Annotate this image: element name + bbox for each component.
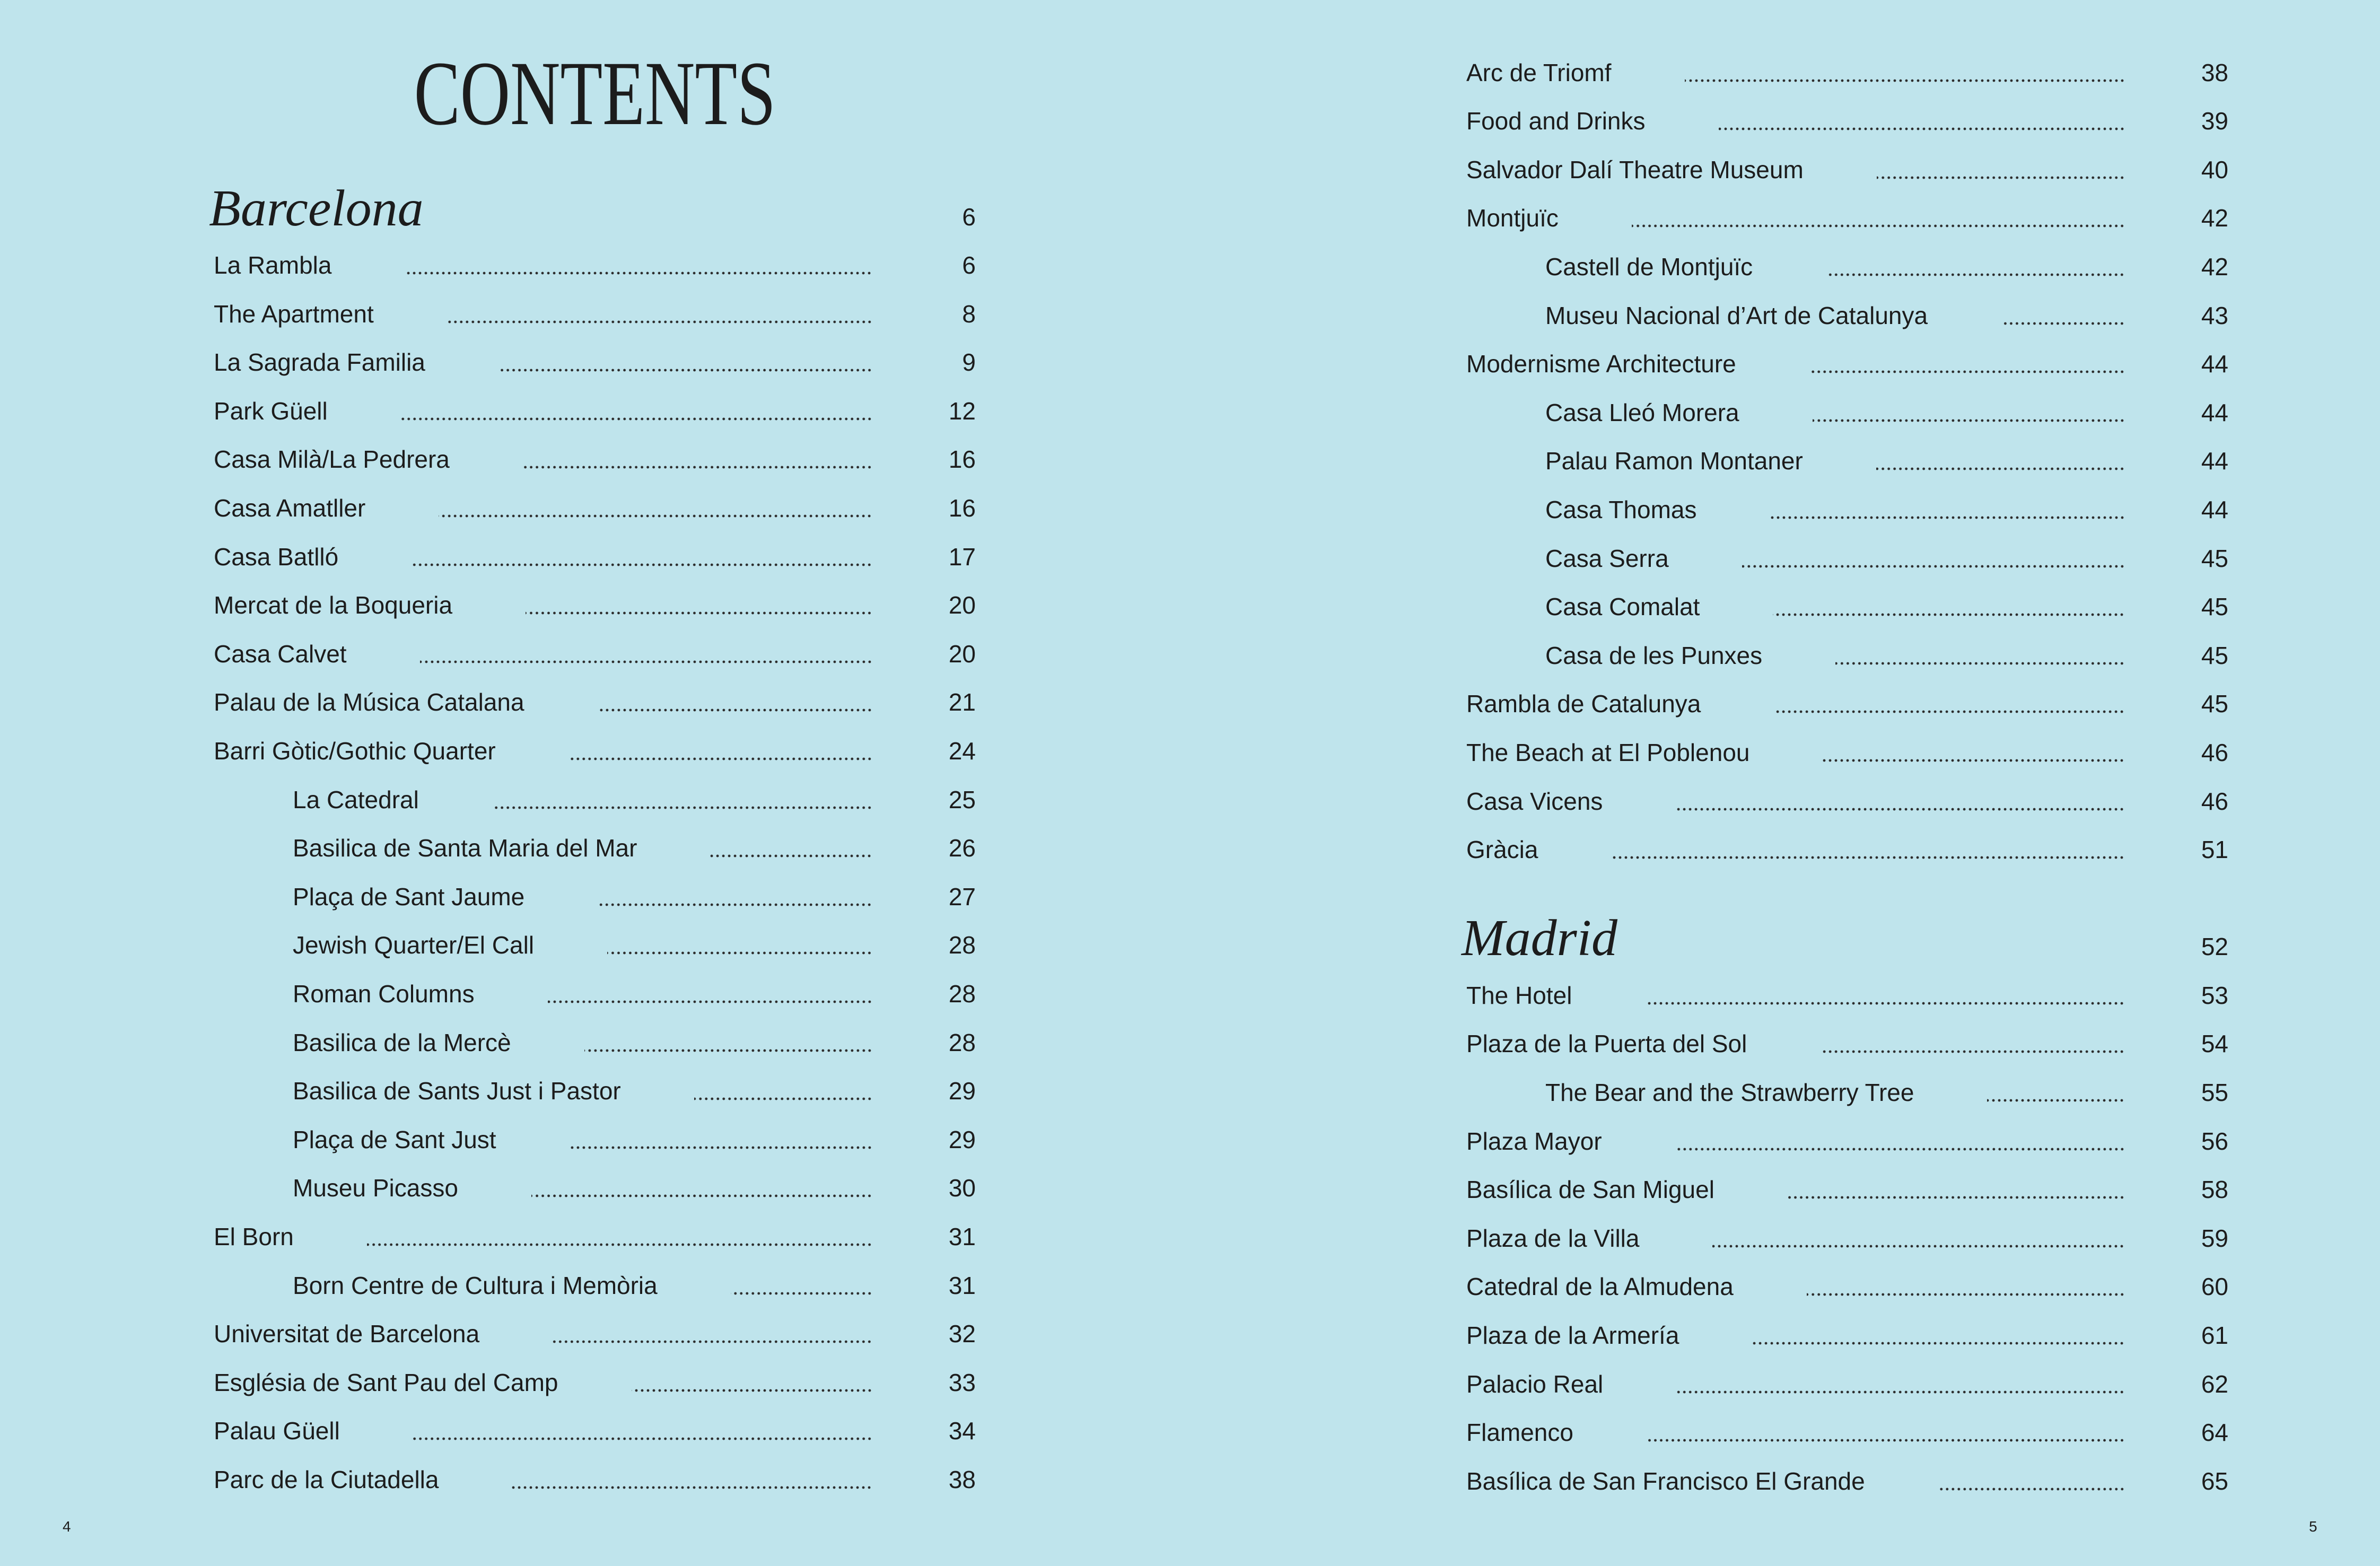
entry-title: Castell de Montjuïc (1545, 252, 1753, 281)
toc-entry (214, 1310, 976, 1359)
toc-entry (1466, 49, 2228, 98)
dot-leader (1823, 729, 2125, 777)
entry-title: Plaza Mayor (1466, 1127, 1602, 1155)
entry-page-number: 45 (2201, 544, 2228, 572)
entry-title: Casa Batlló (214, 543, 339, 571)
entry-page-number: 30 (948, 1174, 976, 1202)
entry-page-number: 26 (948, 834, 976, 862)
entry-page-number: 24 (948, 737, 976, 765)
entry-page-number: 51 (2201, 836, 2228, 864)
toc-subentry (214, 1262, 976, 1310)
dot-leader (498, 338, 872, 387)
dot-leader (439, 484, 872, 533)
toc-subentry (1466, 437, 2228, 486)
entry-title: Mercat de la Boqueria (214, 591, 453, 619)
entry-page-number: 42 (2201, 252, 2228, 281)
dot-leader (1877, 146, 2125, 195)
dot-leader (1788, 1166, 2125, 1214)
entry-title: Barri Gòtic/Gothic Quarter (214, 737, 496, 765)
toc-entry (1466, 97, 2228, 146)
toc-entry (214, 630, 976, 679)
entry-title: The Bear and the Strawberry Tree (1545, 1079, 1914, 1107)
entry-title: The Apartment (214, 300, 374, 328)
entry-page-number: 58 (2201, 1176, 2228, 1204)
dot-leader (1611, 826, 2125, 874)
entry-page-number: 21 (948, 688, 976, 716)
toc-list (1462, 49, 2228, 1506)
entry-title: Food and Drinks (1466, 107, 1646, 135)
entry-page-number: 44 (2201, 398, 2228, 426)
toc-entry (214, 1456, 976, 1504)
entry-page-number: 16 (948, 494, 976, 522)
entry-title: Catedral de la Almudena (1466, 1273, 1734, 1301)
dot-leader (523, 435, 872, 484)
toc-entry (214, 241, 976, 290)
entry-page-number: 28 (948, 1028, 976, 1056)
entry-page-number: 8 (962, 300, 976, 328)
entry-page-number: 44 (2201, 495, 2228, 523)
entry-page-number: 44 (2201, 350, 2228, 378)
entry-page-number: 38 (948, 1465, 976, 1493)
toc-entry (214, 387, 976, 436)
toc-subentry (214, 824, 976, 873)
toc-entry (214, 338, 976, 387)
entry-title: Museu Picasso (293, 1174, 458, 1202)
entry-title: Basilica de Santa Maria del Mar (293, 834, 637, 862)
page-number-left: 4 (63, 1518, 71, 1535)
entry-title: Casa Vicens (1466, 787, 1603, 815)
entry-title: La Rambla (214, 251, 332, 279)
dot-leader (1807, 1263, 2125, 1311)
toc-section (1462, 909, 2228, 1506)
toc-entry (214, 435, 976, 484)
dot-leader (710, 824, 872, 873)
dot-leader (1774, 680, 2125, 729)
entry-page-number: 31 (948, 1271, 976, 1299)
toc-subentry (214, 921, 976, 970)
entry-title: Roman Columns (293, 980, 475, 1008)
entry-title: Casa Serra (1545, 544, 1669, 572)
entry-page-number: 38 (2201, 58, 2228, 86)
dot-leader (1712, 1214, 2125, 1263)
dot-leader (553, 1310, 872, 1359)
entry-title: Casa Lleó Morera (1545, 398, 1739, 426)
dot-leader (1645, 972, 2125, 1020)
dot-leader (413, 1407, 872, 1456)
section-heading-row (209, 179, 976, 242)
entry-title: Plaza de la Villa (1466, 1224, 1640, 1252)
entry-page-number: 45 (2201, 641, 2228, 669)
entry-title: The Beach at El Poblenou (1466, 738, 1750, 766)
entry-title: Basilica de Sants Just i Pastor (293, 1077, 621, 1105)
entry-title: Universitat de Barcelona (214, 1320, 480, 1348)
dot-leader (632, 1359, 872, 1407)
dot-leader (1676, 1360, 2125, 1409)
toc-entry (1466, 826, 2228, 874)
entry-title: Flamenco (1466, 1419, 1573, 1447)
section-heading-row (1462, 909, 2228, 972)
dot-leader (1676, 777, 2125, 826)
toc-entry (1466, 146, 2228, 195)
entry-title: Gràcia (1466, 836, 1538, 864)
entry-page-number: 28 (948, 931, 976, 959)
toc-entry (1466, 1408, 2228, 1457)
entry-page-number: 56 (2201, 1127, 2228, 1155)
entry-title: Born Centre de Cultura i Memòria (293, 1271, 658, 1299)
entry-page-number: 42 (2201, 204, 2228, 232)
section-page-number: 52 (2201, 933, 2228, 961)
toc-entry (1466, 1214, 2228, 1263)
toc-entry (214, 484, 976, 533)
entry-page-number: 25 (948, 785, 976, 813)
entry-title: Casa Comalat (1545, 593, 1700, 621)
toc-entry (1466, 340, 2228, 389)
section-heading: Barcelona (209, 179, 424, 237)
entry-page-number: 60 (2201, 1273, 2228, 1301)
dot-leader (1719, 97, 2125, 146)
dot-leader (1685, 49, 2125, 98)
entry-page-number: 43 (2201, 301, 2228, 329)
entry-page-number: 55 (2201, 1079, 2228, 1107)
toc-subentry (1466, 486, 2228, 535)
dot-leader (1742, 535, 2125, 583)
entry-page-number: 54 (2201, 1030, 2228, 1058)
entry-page-number: 20 (948, 640, 976, 668)
toc-subentry (1466, 535, 2228, 583)
entry-title: La Catedral (293, 785, 419, 813)
entry-page-number: 6 (962, 251, 976, 279)
toc-entry (1466, 1020, 2228, 1069)
toc-entry (214, 678, 976, 727)
dot-leader (598, 873, 872, 922)
toc-subentry (1466, 292, 2228, 340)
dot-leader (367, 1213, 872, 1262)
dot-leader (598, 678, 872, 727)
dot-leader (548, 970, 872, 1019)
dot-leader (1987, 1069, 2125, 1117)
entry-title: Basílica de San Francisco El Grande (1466, 1467, 1865, 1495)
entry-title: Basílica de San Miguel (1466, 1176, 1714, 1204)
dot-leader (412, 533, 872, 582)
toc-subentry (214, 1116, 976, 1165)
toc-entry (1466, 1117, 2228, 1166)
entry-page-number: 46 (2201, 738, 2228, 766)
dot-leader (1876, 437, 2125, 486)
entry-title: The Hotel (1466, 981, 1572, 1009)
entry-title: Casa de les Punxes (1545, 641, 1763, 669)
toc-subentry (214, 970, 976, 1019)
entry-page-number: 12 (948, 397, 976, 425)
dot-leader (1813, 389, 2125, 438)
entry-page-number: 34 (948, 1417, 976, 1445)
entry-page-number: 65 (2201, 1467, 2228, 1495)
toc-subentry (1466, 583, 2228, 632)
entry-page-number: 9 (962, 348, 976, 377)
entry-title: Jewish Quarter/El Call (293, 931, 535, 959)
entry-title: Palau Güell (214, 1417, 340, 1445)
dot-leader (731, 1262, 872, 1310)
dot-leader (526, 581, 872, 630)
entry-page-number: 29 (948, 1077, 976, 1105)
section-page-number: 6 (962, 203, 976, 231)
entry-page-number: 59 (2201, 1224, 2228, 1252)
dot-leader (401, 387, 872, 436)
toc-subentry (1466, 1069, 2228, 1117)
toc-subentry (1466, 632, 2228, 680)
entry-title: Modernisme Architecture (1466, 350, 1736, 378)
toc-subentry (214, 873, 976, 922)
entry-title: Casa Milà/La Pedrera (214, 445, 450, 474)
toc-subentry (1466, 389, 2228, 438)
dot-leader (607, 921, 872, 970)
entry-page-number: 29 (948, 1125, 976, 1153)
dot-leader (1770, 486, 2125, 535)
dot-leader (492, 776, 872, 825)
entry-title: Palau Ramon Montaner (1545, 447, 1803, 475)
dot-leader (447, 290, 872, 339)
dot-leader (531, 1164, 872, 1213)
entry-page-number: 61 (2201, 1322, 2228, 1350)
entry-page-number: 20 (948, 591, 976, 619)
dot-leader (420, 630, 872, 679)
toc-entry (1466, 194, 2228, 243)
dot-leader (1647, 1408, 2125, 1457)
toc-entry (1466, 1166, 2228, 1214)
toc-subentry (214, 1019, 976, 1068)
entry-page-number: 32 (948, 1320, 976, 1348)
toc-section (209, 179, 976, 1504)
toc-entry (214, 1213, 976, 1262)
entry-page-number: 31 (948, 1222, 976, 1250)
entry-title: Plaça de Sant Just (293, 1125, 496, 1153)
toc-entry (1466, 1311, 2228, 1360)
toc-entry (214, 581, 976, 630)
entry-title: Palau de la Música Catalana (214, 688, 524, 716)
toc-entry (1466, 777, 2228, 826)
dot-leader (1809, 340, 2125, 389)
entry-page-number: 53 (2201, 981, 2228, 1009)
entry-title: Parc de la Ciutadella (214, 1465, 439, 1493)
entry-title: Casa Calvet (214, 640, 347, 668)
section-heading: Madrid (1462, 909, 1617, 967)
entry-title: Basilica de la Mercè (293, 1028, 511, 1056)
entry-page-number: 39 (2201, 107, 2228, 135)
entry-page-number: 45 (2201, 690, 2228, 718)
dot-leader (570, 1116, 872, 1165)
entry-title: Rambla de Catalunya (1466, 690, 1701, 718)
dot-leader (512, 1456, 872, 1504)
entry-title: Plaza de la Puerta del Sol (1466, 1030, 1747, 1058)
toc-list (209, 179, 976, 1504)
toc-subentry (214, 1164, 976, 1213)
dot-leader (1773, 583, 2125, 632)
entry-page-number: 27 (948, 882, 976, 911)
toc-entry (214, 1407, 976, 1456)
toc-entry (1466, 729, 2228, 777)
entry-title: El Born (214, 1222, 294, 1250)
entry-title: Palacio Real (1466, 1370, 1604, 1398)
dot-leader (1752, 1311, 2125, 1360)
entry-page-number: 45 (2201, 593, 2228, 621)
dot-leader (1835, 632, 2125, 680)
dot-leader (1826, 243, 2125, 292)
entry-title: Arc de Triomf (1466, 58, 1612, 86)
dot-leader (1938, 1457, 2125, 1506)
toc-entry (214, 290, 976, 339)
entry-page-number: 62 (2201, 1370, 2228, 1398)
entry-page-number: 28 (948, 980, 976, 1008)
toc-entry (214, 1359, 976, 1407)
dot-leader (405, 241, 872, 290)
dot-leader (1820, 1020, 2125, 1069)
entry-title: Museu Nacional d’Art de Catalunya (1545, 301, 1928, 329)
entry-page-number: 16 (948, 445, 976, 474)
contents-title (214, 43, 976, 144)
contents-title-text: CONTENTS (414, 43, 776, 144)
dot-leader (2001, 292, 2125, 340)
dot-leader (584, 1019, 872, 1068)
entry-title: Montjuïc (1466, 204, 1559, 232)
toc-subentry (214, 776, 976, 825)
entry-title: Plaça de Sant Jaume (293, 882, 525, 911)
entry-page-number: 46 (2201, 787, 2228, 815)
right-page (1190, 0, 2380, 1566)
toc-entry (1466, 972, 2228, 1020)
toc-subentry (214, 1067, 976, 1116)
dot-leader (1675, 1117, 2125, 1166)
entry-page-number: 40 (2201, 155, 2228, 183)
entry-title: Casa Amatller (214, 494, 366, 522)
toc-entry (214, 533, 976, 582)
entry-title: La Sagrada Familia (214, 348, 425, 377)
toc-entry (1466, 1360, 2228, 1409)
dot-leader (1632, 194, 2125, 243)
toc-subentry (1466, 243, 2228, 292)
toc-entry (1466, 1457, 2228, 1506)
dot-leader (694, 1067, 872, 1116)
page-number-right: 5 (2309, 1518, 2317, 1535)
dot-leader (569, 727, 872, 776)
toc-entry (1466, 680, 2228, 729)
entry-title: Plaza de la Armería (1466, 1322, 1679, 1350)
toc-section (1466, 49, 2228, 874)
entry-title: Església de Sant Pau del Camp (214, 1368, 558, 1396)
entry-page-number: 17 (948, 543, 976, 571)
toc-entry (214, 727, 976, 776)
entry-title: Casa Thomas (1545, 495, 1697, 523)
entry-title: Park Güell (214, 397, 328, 425)
entry-page-number: 33 (948, 1368, 976, 1396)
entry-page-number: 44 (2201, 447, 2228, 475)
toc-entry (1466, 1263, 2228, 1311)
entry-title: Salvador Dalí Theatre Museum (1466, 155, 1804, 183)
entry-page-number: 64 (2201, 1419, 2228, 1447)
